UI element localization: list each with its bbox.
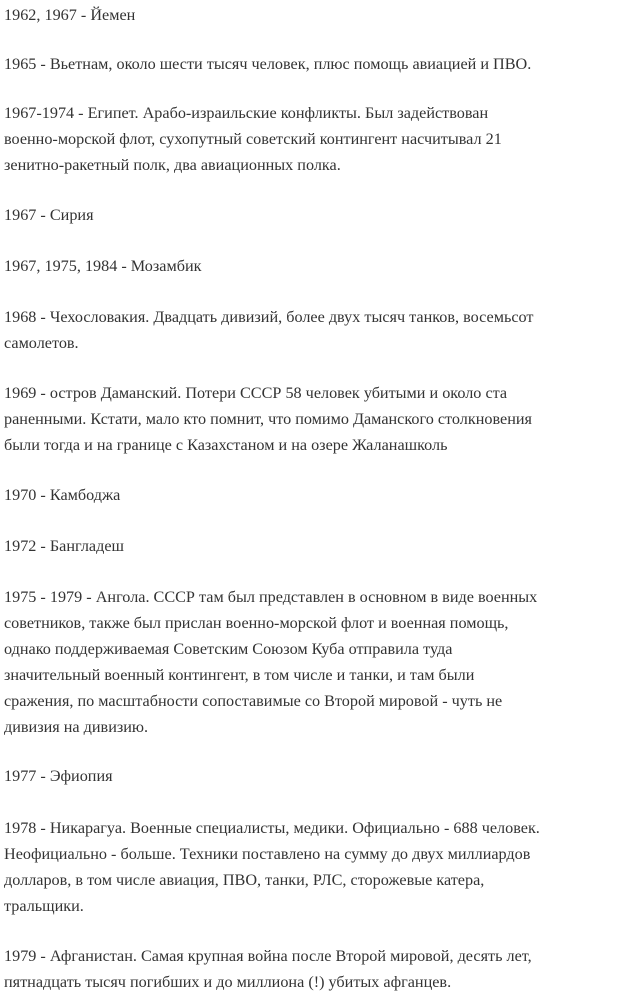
paragraph-line: 1972 - Бангладеш (4, 537, 124, 555)
paragraph-line: однако поддерживаемая Советским Союзом Куба отправила туда (4, 640, 453, 658)
paragraph-line: 1967 - Сирия (4, 206, 94, 224)
paragraph-mozambique (4, 253, 628, 279)
paragraph-line: 1962, 1967 - Йемен (4, 6, 136, 24)
paragraph-yemen (4, 2, 628, 28)
paragraph-line: самолетов. (4, 334, 79, 352)
paragraph-line: тральщики. (4, 897, 84, 915)
paragraph-czechoslovakia (4, 304, 628, 356)
paragraph-cambodia (4, 482, 628, 508)
paragraph-line: пятнадцать тысяч погибших и до миллиона (!) убитых афганцев. (4, 973, 452, 991)
paragraph-line: дивизия на дивизию. (4, 718, 149, 736)
paragraph-line: зенитно-ракетный полк, два авиационных полка. (4, 156, 341, 174)
paragraph-line: советников, также был прислан военно-морской флот и военная помощь, (4, 614, 509, 632)
paragraph-line: значительный военный контингент, в том числе и танки, и там были (4, 666, 475, 684)
paragraph-line: 1977 - Эфиопия (4, 767, 113, 785)
paragraph-line: долларов, в том числе авиация, ПВО, танки, РЛС, сторожевые катера, (4, 871, 485, 889)
paragraph-line: раненными. Кстати, мало кто помнит, что помимо Даманского столкновения (4, 410, 532, 428)
paragraph-egypt (4, 100, 628, 178)
paragraph-line: 1965 - Вьетнам, около шести тысяч человек, плюс помощь авиацией и ПВО. (4, 55, 532, 73)
paragraph-damansky (4, 380, 628, 458)
paragraph-line: 1969 - остров Даманский. Потери СССР 58 человек убитыми и около ста (4, 384, 508, 402)
paragraph-line: сражения, по масштабности сопоставимые со Второй мировой - чуть не (4, 692, 503, 710)
paragraph-bangladesh (4, 533, 628, 559)
paragraph-line: 1979 - Афганистан. Самая крупная война после Второй мировой, десять лет, (4, 947, 532, 965)
paragraph-angola (4, 584, 628, 740)
paragraph-line: были тогда и на границе с Казахстаном и на озере Жаланашколь (4, 436, 448, 454)
paragraph-line: 1968 - Чехословакия. Двадцать дивизий, более двух тысяч танков, восемьсот (4, 308, 534, 326)
paragraph-line: Неофициально - больше. Техники поставлено на сумму до двух миллиардов (4, 845, 531, 863)
paragraph-syria (4, 202, 628, 228)
paragraph-afghanistan (4, 943, 628, 995)
paragraph-line: 1970 - Камбоджа (4, 486, 121, 504)
paragraph-line: 1975 - 1979 - Ангола. СССР там был представлен в основном в виде военных (4, 588, 538, 606)
paragraph-ethiopia (4, 763, 628, 789)
paragraph-vietnam (4, 51, 628, 77)
paragraph-line: 1967-1974 - Египет. Арабо-израильские конфликты. Был задействован (4, 104, 489, 122)
paragraph-line: военно-морской флот, сухопутный советский контингент насчитывал 21 (4, 130, 502, 148)
paragraph-line: 1967, 1975, 1984 - Мозамбик (4, 257, 202, 275)
paragraph-nicaragua (4, 815, 628, 919)
paragraph-line: 1978 - Никарагуа. Военные специалисты, медики. Официально - 688 человек. (4, 819, 540, 837)
